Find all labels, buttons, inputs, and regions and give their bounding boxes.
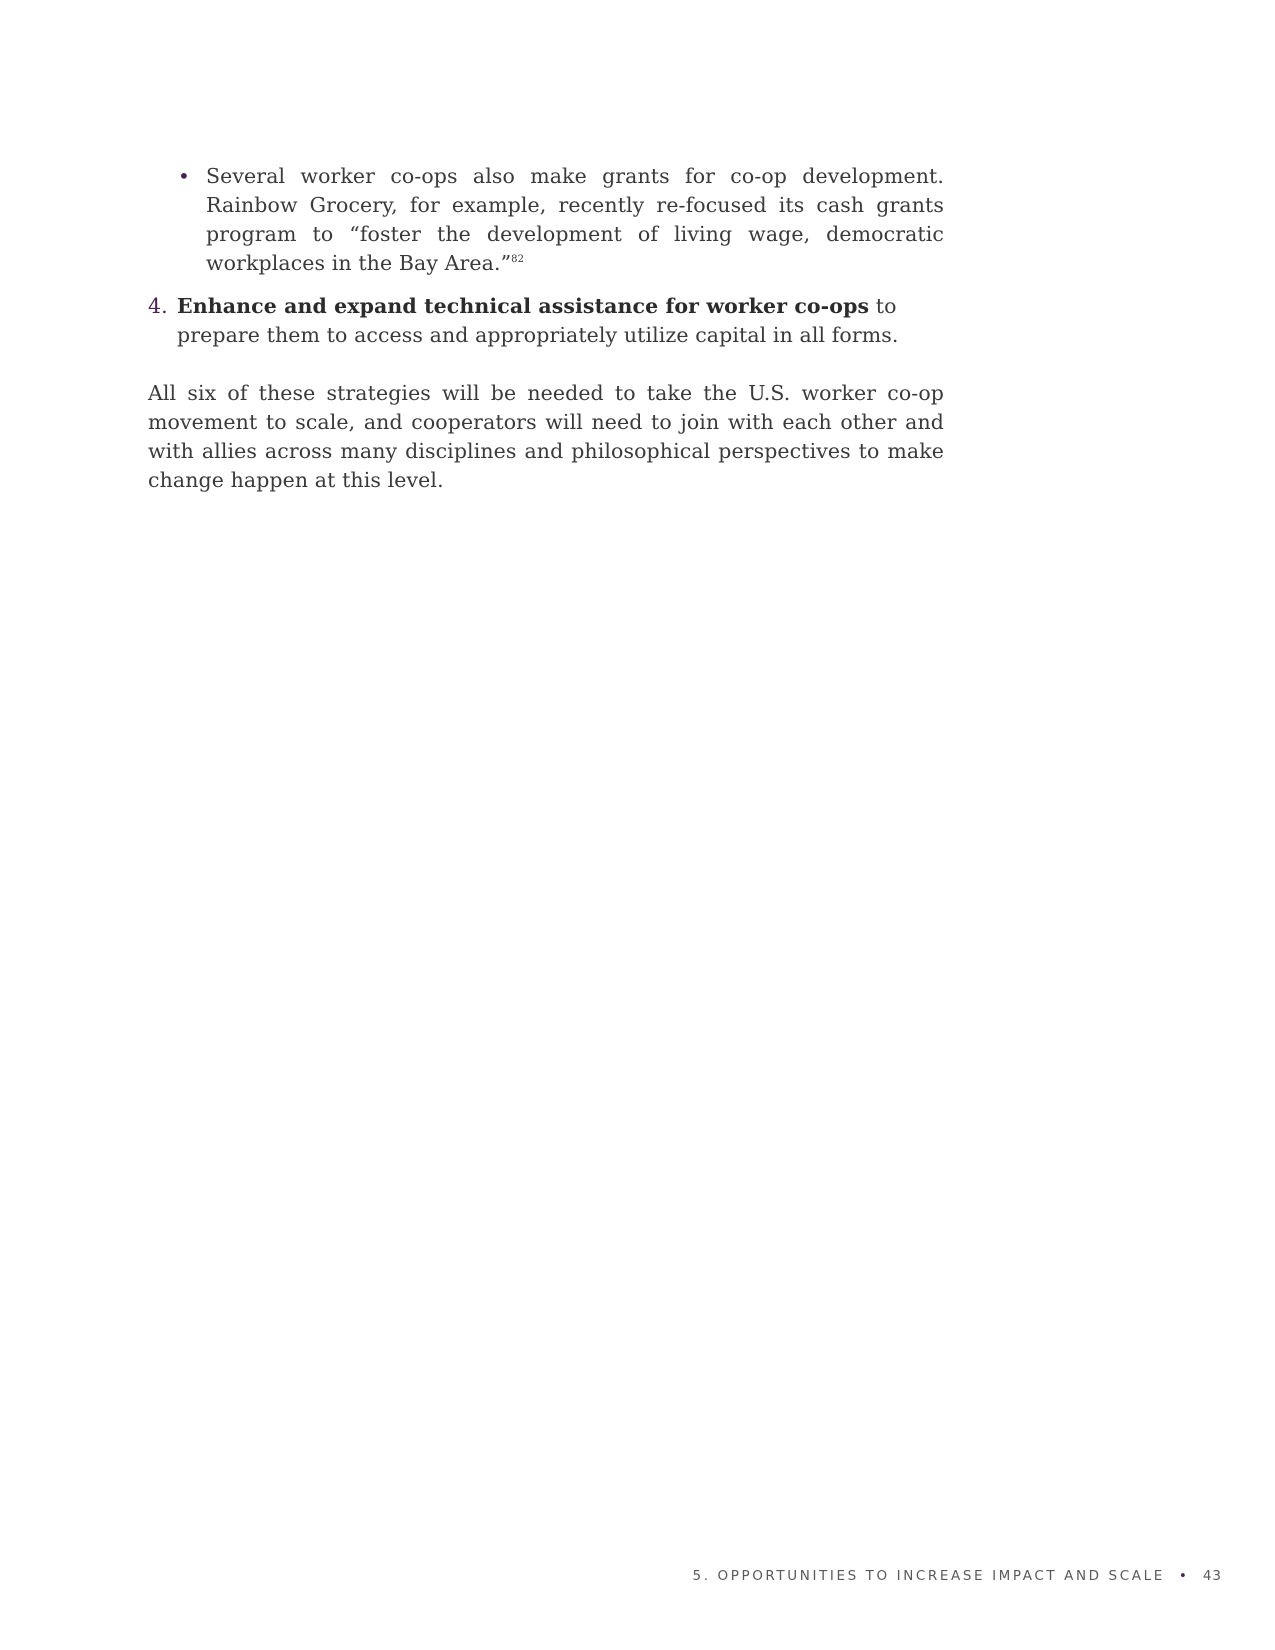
- list-number: 4.: [148, 294, 168, 318]
- page-number: 43: [1202, 1568, 1222, 1584]
- strategy-text: to prepare them to access and appropriately utilize capital in all forms.: [177, 294, 899, 347]
- strategy-heading: Enhance and expand technical assistance for worker co-ops: [177, 294, 870, 318]
- bullet-text: Several worker co-ops also make grants for co-op development. Rainbow Grocery, for example, recently re-focused its cash grants program to “foster the development of living wage, democratic workplaces in the Bay Area.”: [206, 164, 944, 275]
- footnote-reference[interactable]: 82: [511, 254, 525, 266]
- closing-paragraph: All six of these strategies will be needed to take the U.S. worker co-op movement to scale, and cooperators will need to join with each other and with allies across many disciplines and philosophical perspectives to make change happen at this level.: [148, 381, 944, 492]
- numbered-list-item: [148, 292, 944, 350]
- page-content: [148, 162, 944, 516]
- page-footer: [693, 1568, 1222, 1584]
- footer-section-title: 5. OPPORTUNITIES TO INCREASE IMPACT AND SCALE: [692, 1568, 1165, 1584]
- footer-separator-icon: •: [1178, 1568, 1187, 1584]
- bullet-dot-icon: •: [178, 164, 190, 188]
- list-item: [178, 162, 944, 278]
